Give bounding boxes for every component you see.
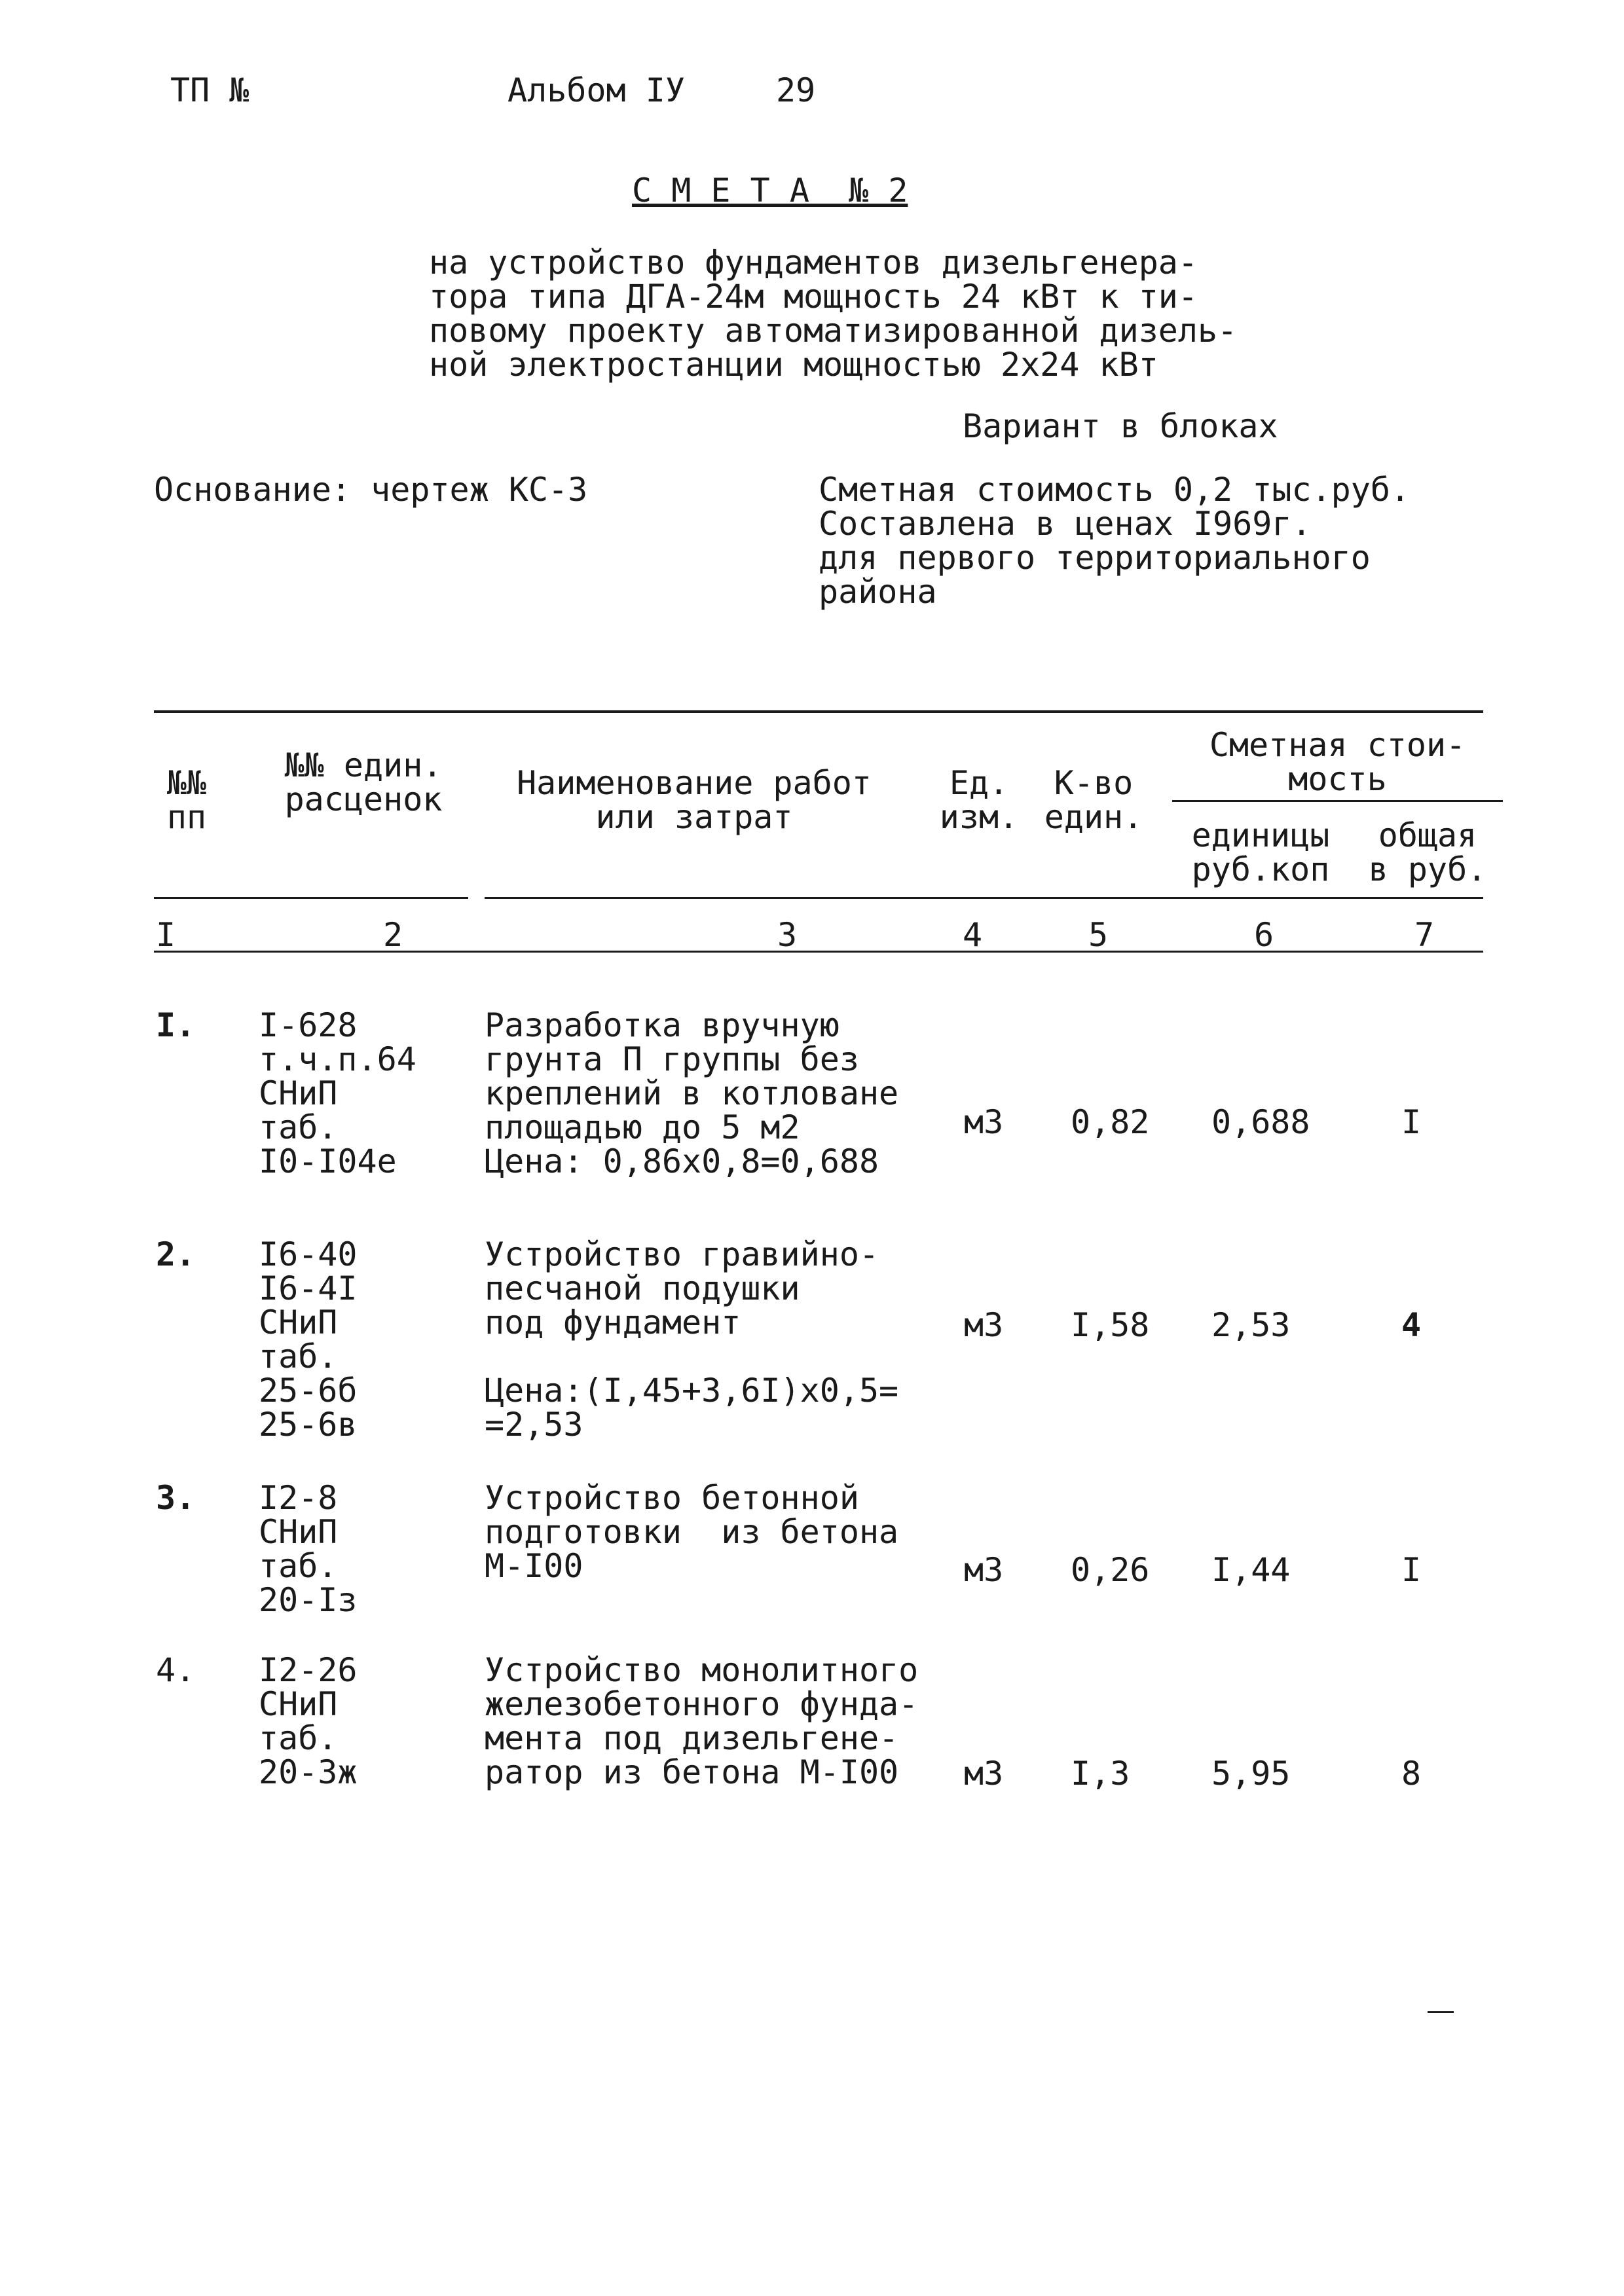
code-line: СНиП — [259, 1303, 338, 1341]
table-top-rule — [154, 710, 1483, 713]
row-qty: 0,82 — [1071, 1103, 1150, 1141]
code-line: I2-26 — [259, 1651, 358, 1689]
subtitle-line: ной электростанции мощностью 2х24 кВт — [429, 346, 1158, 384]
row-price: 5,95 — [1211, 1755, 1291, 1793]
col-number: 7 — [1414, 916, 1435, 954]
header-text: или затрат — [595, 798, 793, 836]
code-line: I6-40 — [259, 1235, 358, 1273]
cost-info-line: района — [819, 573, 937, 611]
desc-line: =2,53 — [485, 1406, 583, 1444]
row-price: I,44 — [1211, 1551, 1291, 1589]
row-unit: м3 — [964, 1306, 1004, 1344]
code-line: I0-I04е — [259, 1142, 397, 1180]
header-text: мость — [1288, 760, 1387, 798]
subtitle-line: повому проекту автоматизированной дизель- — [429, 312, 1238, 350]
subtitle — [429, 246, 1237, 382]
row-total: I — [1401, 1551, 1422, 1589]
row-number: 3. — [156, 1479, 196, 1517]
row-description — [485, 1481, 898, 1583]
row-number: I. — [156, 1006, 196, 1044]
row-price: 0,688 — [1211, 1103, 1310, 1141]
header-text: руб.коп — [1191, 850, 1330, 888]
header-text: Сметная стои- — [1209, 726, 1466, 764]
col-number: I — [156, 916, 176, 954]
row-codes — [259, 1237, 358, 1442]
header-bottom-rule — [154, 897, 468, 899]
header-tp: ТП № — [170, 71, 249, 109]
col-number: 6 — [1254, 916, 1274, 954]
variant-label: Вариант в блоках — [963, 407, 1278, 445]
desc-line: Цена:(I,45+3,6I)х0,5= — [485, 1372, 899, 1410]
row-number: 4. — [156, 1651, 196, 1689]
desc-line: площадью до 5 м2 — [485, 1108, 800, 1146]
header-col-num — [147, 766, 226, 834]
desc-line — [485, 1339, 898, 1374]
row-total: 4 — [1401, 1306, 1422, 1344]
cost-info — [819, 473, 1410, 609]
code-line: СНиП — [259, 1685, 338, 1723]
row-total: 8 — [1401, 1755, 1422, 1793]
header-split-rule — [1172, 800, 1503, 802]
header-col-qty — [1031, 766, 1156, 834]
row-qty: I,58 — [1071, 1306, 1150, 1344]
header-text: единицы — [1191, 816, 1330, 854]
desc-line: Разработка вручную — [485, 1006, 840, 1044]
header-text: изм. — [939, 798, 1019, 836]
header-col-total — [1352, 818, 1503, 886]
scan-mark — [1428, 2011, 1454, 2013]
desc-line: Цена: 0,86х0,8=0,688 — [485, 1142, 879, 1180]
code-line: т.ч.п.64 — [259, 1040, 416, 1078]
row-total: I — [1401, 1103, 1422, 1141]
row-qty: 0,26 — [1071, 1551, 1150, 1589]
header-text: №№ един. — [284, 746, 443, 784]
desc-line: Устройство бетонной — [485, 1479, 859, 1517]
desc-line: Устройство монолитного — [485, 1651, 919, 1689]
subtitle-line: на устройство фундаментов дизельгенера- — [429, 244, 1198, 282]
row-description — [485, 1008, 898, 1178]
header-col-cost — [1172, 728, 1503, 796]
code-line: I6-4I — [259, 1269, 358, 1307]
code-line: таб. — [259, 1338, 338, 1376]
header-text: расценок — [284, 780, 443, 818]
header-col-unit-price — [1172, 818, 1349, 886]
desc-line: железобетонного фунда- — [485, 1685, 919, 1723]
code-line: СНиП — [259, 1074, 338, 1112]
code-line: 20-3ж — [259, 1753, 358, 1791]
subtitle-line: тора типа ДГА-24м мощность 24 кВт к ти- — [429, 278, 1198, 316]
row-unit: м3 — [964, 1103, 1004, 1141]
header-album: Альбом IУ — [507, 71, 685, 109]
code-line: 25-6б — [259, 1372, 358, 1410]
code-line: таб. — [259, 1108, 338, 1146]
col-number: 5 — [1088, 916, 1109, 954]
code-line: 25-6в — [259, 1406, 358, 1444]
col-number: 3 — [777, 916, 798, 954]
cost-info-line: Сметная стоимость 0,2 тыс.руб. — [819, 471, 1411, 509]
row-unit: м3 — [964, 1755, 1004, 1793]
row-codes — [259, 1008, 416, 1178]
header-text: общая — [1378, 816, 1477, 854]
cost-info-line: Составлена в ценах I969г. — [819, 505, 1312, 543]
code-line: I-628 — [259, 1006, 358, 1044]
desc-line: М-I00 — [485, 1547, 583, 1585]
header-col-unit — [930, 766, 1028, 834]
row-number: 2. — [156, 1235, 196, 1273]
header-text: К-во — [1054, 764, 1134, 802]
code-line: I2-8 — [259, 1479, 338, 1517]
desc-line: Устройство гравийно- — [485, 1235, 879, 1273]
code-line: 20-Iз — [259, 1581, 358, 1619]
header-text: Ед. — [949, 764, 1009, 802]
code-line: СНиП — [259, 1513, 338, 1551]
page-number: 29 — [776, 71, 816, 109]
code-line: таб. — [259, 1719, 338, 1757]
cost-info-line: для первого территориального — [819, 539, 1371, 577]
basis-label: Основание: чертеж КС-3 — [154, 471, 588, 509]
header-bottom-rule — [485, 897, 1483, 899]
row-price: 2,53 — [1211, 1306, 1291, 1344]
header-text: в руб. — [1368, 850, 1487, 888]
header-text: №№ — [166, 764, 207, 802]
document-title: С М Е Т А № 2 — [632, 172, 908, 210]
row-codes — [259, 1481, 358, 1617]
desc-line: креплений в котловане — [485, 1074, 899, 1112]
header-col-codes — [262, 748, 465, 816]
col-number: 2 — [383, 916, 403, 954]
desc-line: ратор из бетона М-I00 — [485, 1753, 899, 1791]
desc-line: подготовки из бетона — [485, 1513, 899, 1551]
desc-line: под фундамент — [485, 1303, 741, 1341]
desc-line: грунта П группы без — [485, 1040, 859, 1078]
row-codes — [259, 1653, 358, 1789]
desc-line: мента под дизельгене- — [485, 1719, 899, 1757]
row-qty: I,3 — [1071, 1755, 1130, 1793]
row-description — [485, 1653, 918, 1789]
header-text: един. — [1044, 798, 1143, 836]
desc-line: песчаной подушки — [485, 1269, 800, 1307]
header-col-desc — [485, 766, 904, 834]
code-line: таб. — [259, 1547, 338, 1585]
numbers-bottom-rule — [154, 951, 1483, 953]
header-text: пп — [166, 798, 207, 836]
row-description — [485, 1237, 898, 1442]
col-number: 4 — [963, 916, 983, 954]
header-text: Наименование работ — [517, 764, 872, 802]
row-unit: м3 — [964, 1551, 1004, 1589]
